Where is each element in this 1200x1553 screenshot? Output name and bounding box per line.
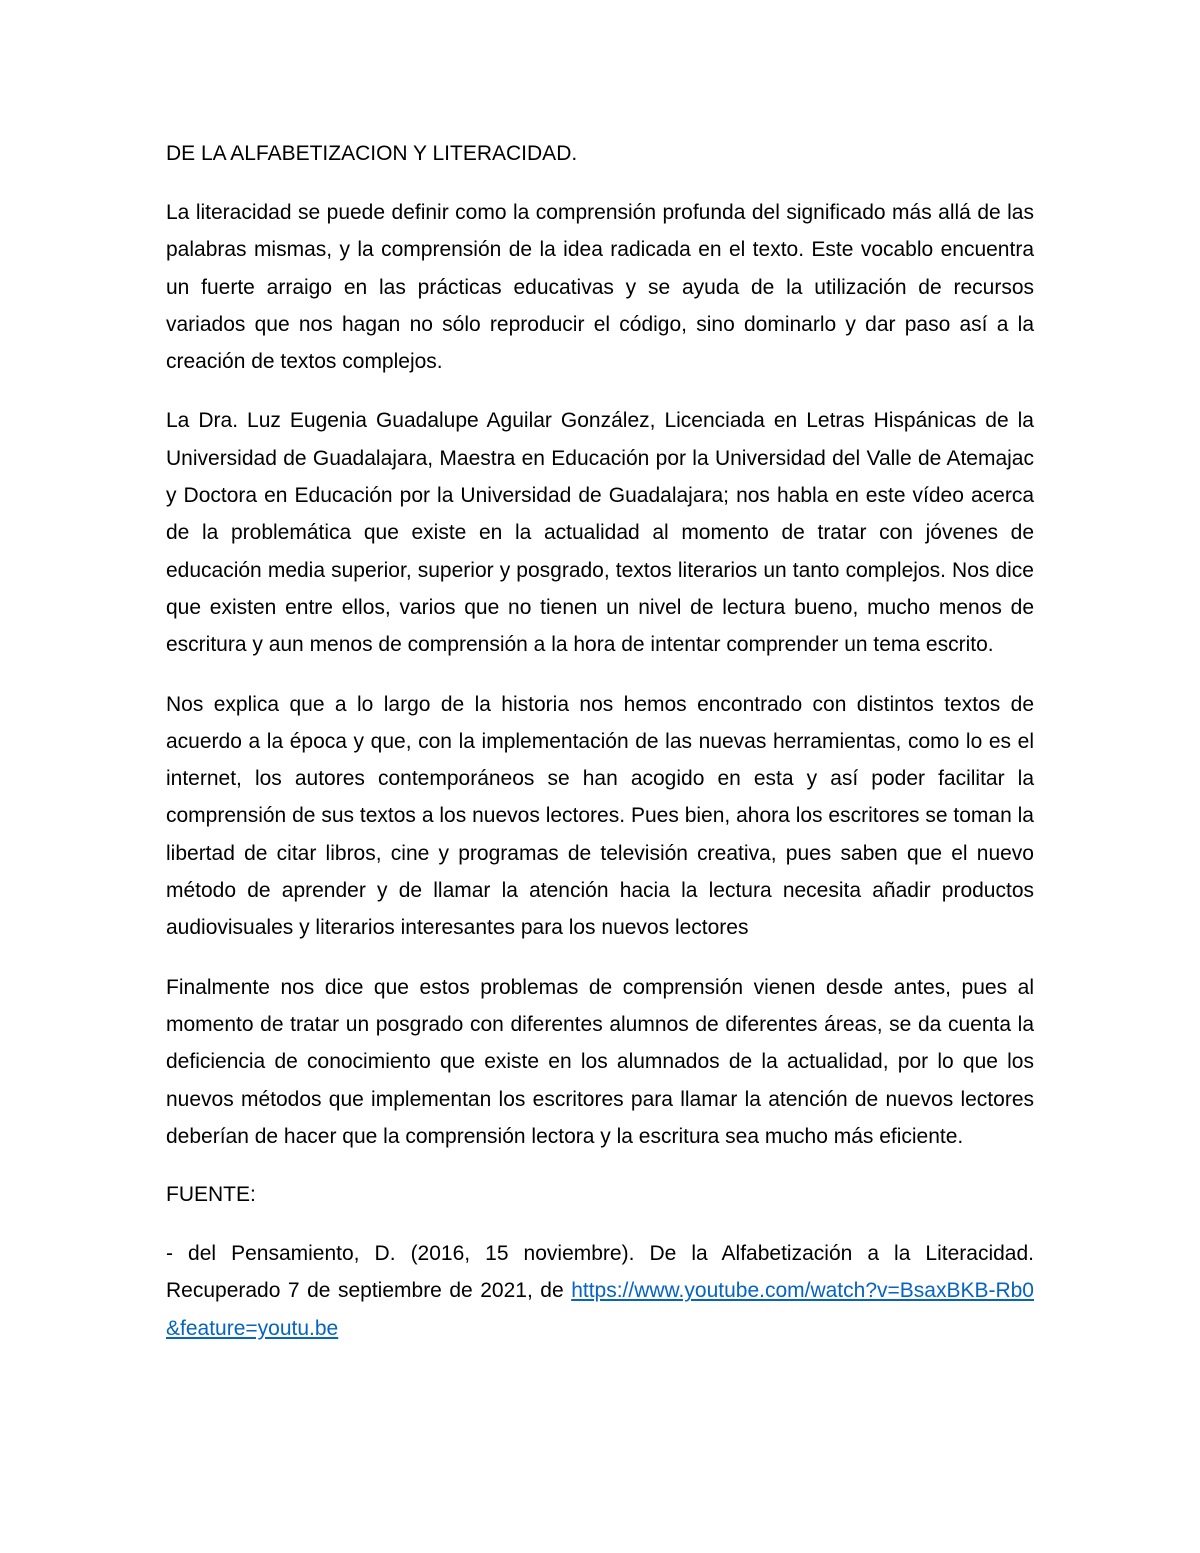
paragraph-conclusion: Finalmente nos dice que estos problemas de comprensión vienen desde antes, pues al momento de tratar un posgrado con diferentes alumnos de diferentes áreas, se da cuenta la deficiencia de conocimiento que existe en los alumnados de la actualidad, por lo que los nuevos métodos que implementan los escritores para llamar la atención de nuevos lectores deberían de hacer que la comprensión lectora y la escritura sea mucho más eficiente.: [166, 975, 1034, 1148]
reference-entry: [166, 1235, 1034, 1347]
reference-text: - del Pensamiento, D. (2016, 15 noviembre). De la Alfabetización a la Literacidad. Recuperado 7 de septiembre de 2021, de: [166, 1242, 1034, 1303]
document-body: [166, 136, 1034, 1347]
paragraph-history: Nos explica que a lo largo de la historia nos hemos encontrado con distintos textos de acuerdo a la época y que, con la implementación de las nuevas herramientas, como lo es el internet, los autores contemporáneos se han acogido en esta y así poder facilitar la comprensión de sus textos a los nuevos lectores. Pues bien, ahora los escritores se toman la libertad de citar libros, cine y programas de televisión creativa, pues saben que el nuevo método de aprender y de llamar la atención hacia la lectura necesita añadir productos audiovisuales y literarios interesantes para los nuevos lectores: [166, 692, 1034, 940]
paragraph-speaker: La Dra. Luz Eugenia Guadalupe Aguilar González, Licenciada en Letras Hispánicas de la Universidad de Guadalajara, Maestra en Educación por la Universidad del Valle de Atemajac y Doctora en Educación por la Universidad de Guadalajara; nos habla en este vídeo acerca de la problemática que existe en la actualidad al momento de tratar con jóvenes de educación media superior, superior y posgrado, textos literarios un tanto complejos. Nos dice que existen entre ellos, varios que no tienen un nivel de lectura bueno, mucho menos de escritura y aun menos de comprensión a la hora de intentar comprender un tema escrito.: [166, 409, 1034, 657]
paragraph-definition: La literacidad se puede definir como la comprensión profunda del significado más allá de las palabras mismas, y la comprensión de la idea radicada en el texto. Este vocablo encuentra un fuerte arraigo en las prácticas educativas y se ayuda de la utilización de recursos variados que nos hagan no sólo reproducir el código, sino dominarlo y dar paso así a la creación de textos complejos.: [166, 201, 1034, 374]
source-heading: FUENTE:: [166, 1183, 256, 1207]
reference-link[interactable]: https://www.youtube.com/watch?v=BsaxBKB-Rb0&feature=youtu.be: [166, 1279, 1034, 1340]
document-title: DE LA ALFABETIZACION Y LITERACIDAD.: [166, 142, 578, 165]
